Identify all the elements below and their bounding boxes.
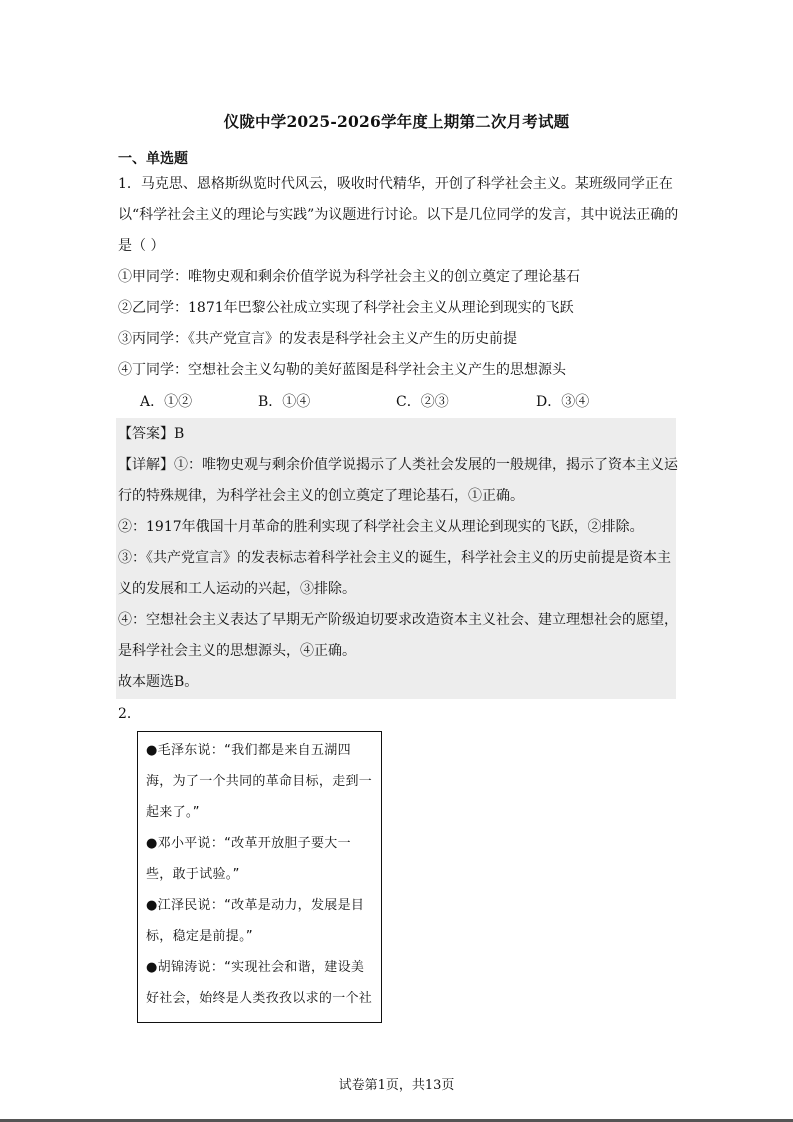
q1-statement: ③丙同学：《共产党宣言》的发表是科学社会主义产生的历史前提 — [118, 331, 517, 347]
q1-analysis-line: ④：空想社会主义表达了早期无产阶级迫切要求改造资本主义社会、建立理想社会的愿望， — [118, 612, 678, 628]
q2-quote-line: 海，为了一个共同的革命目标，走到一 — [146, 774, 373, 789]
q2-quote-line: 些，敢于试验。” — [146, 867, 240, 882]
q2-quote-line: ●毛泽东说：“我们都是来自五湖四 — [146, 743, 351, 758]
q1-stem-line: 1．马克思、恩格斯纵览时代风云，吸收时代精华，开创了科学社会主义。某班级同学正在 — [118, 176, 673, 192]
section-heading: 一、单选题 — [118, 151, 188, 167]
q2-quote-line: 标，稳定是前提。” — [146, 929, 253, 944]
q1-analysis-line: 义的发展和工人运动的兴起，③排除。 — [118, 581, 356, 597]
q2-quote-line: ●江泽民说：“改革是动力，发展是目 — [146, 898, 365, 913]
q1-statement: ②乙同学：1871年巴黎公社成立实现了科学社会主义从理论到现实的飞跃 — [118, 300, 574, 316]
q1-analysis-line: ②：1917年俄国十月革命的胜利实现了科学社会主义从理论到现实的飞跃，②排除。 — [118, 519, 644, 535]
q1-stem-line: 是（ ） — [118, 238, 165, 254]
q1-analysis-line: 故本题选B。 — [118, 674, 199, 690]
q2-quote-box — [137, 731, 382, 1023]
q1-stem-line: 以“科学社会主义的理论与实践”为议题进行讨论。以下是几位同学的发言，其中说法正确的 — [118, 207, 679, 223]
page-title: 仪陇中学2025-2026学年度上期第二次月考试题 — [223, 112, 570, 131]
q1-option-d[interactable]: D．③④ — [536, 394, 590, 410]
q2-quote-line: ●邓小平说：“改革开放胆子要大一 — [146, 836, 351, 851]
q1-answer: 【答案】B — [118, 426, 185, 442]
q2-number: 2． — [118, 706, 141, 722]
q1-option-b[interactable]: B．①④ — [258, 394, 311, 410]
q2-quote-line: 起来了。” — [146, 805, 200, 820]
q1-option-c[interactable]: C．②③ — [396, 394, 449, 410]
q2-quote-line: ●胡锦涛说：“实现社会和谐，建设美 — [146, 960, 365, 975]
q1-analysis-line: 【详解】①：唯物史观与剩余价值学说揭示了人类社会发展的一般规律，揭示了资本主义运 — [118, 457, 678, 473]
q1-statement: ④丁同学：空想社会主义勾勒的美好蓝图是科学社会主义产生的思想源头 — [118, 362, 566, 378]
q1-options — [118, 392, 678, 412]
q2-quote-line: 好社会，始终是人类孜孜以求的一个社 — [146, 991, 373, 1006]
q1-analysis-line: 是科学社会主义的思想源头，④正确。 — [118, 643, 356, 659]
page-footer: 试卷第1页，共13页 — [338, 1078, 455, 1093]
q1-option-a[interactable]: A．①② — [140, 394, 193, 410]
q1-analysis-line: 行的特殊规律，为科学社会主义的创立奠定了理论基石，①正确。 — [118, 488, 524, 504]
q1-analysis-line: ③：《共产党宣言》的发表标志着科学社会主义的诞生，科学社会主义的历史前提是资本主 — [118, 550, 671, 566]
q1-statement: ①甲同学：唯物史观和剩余价值学说为科学社会主义的创立奠定了理论基石 — [118, 269, 580, 285]
